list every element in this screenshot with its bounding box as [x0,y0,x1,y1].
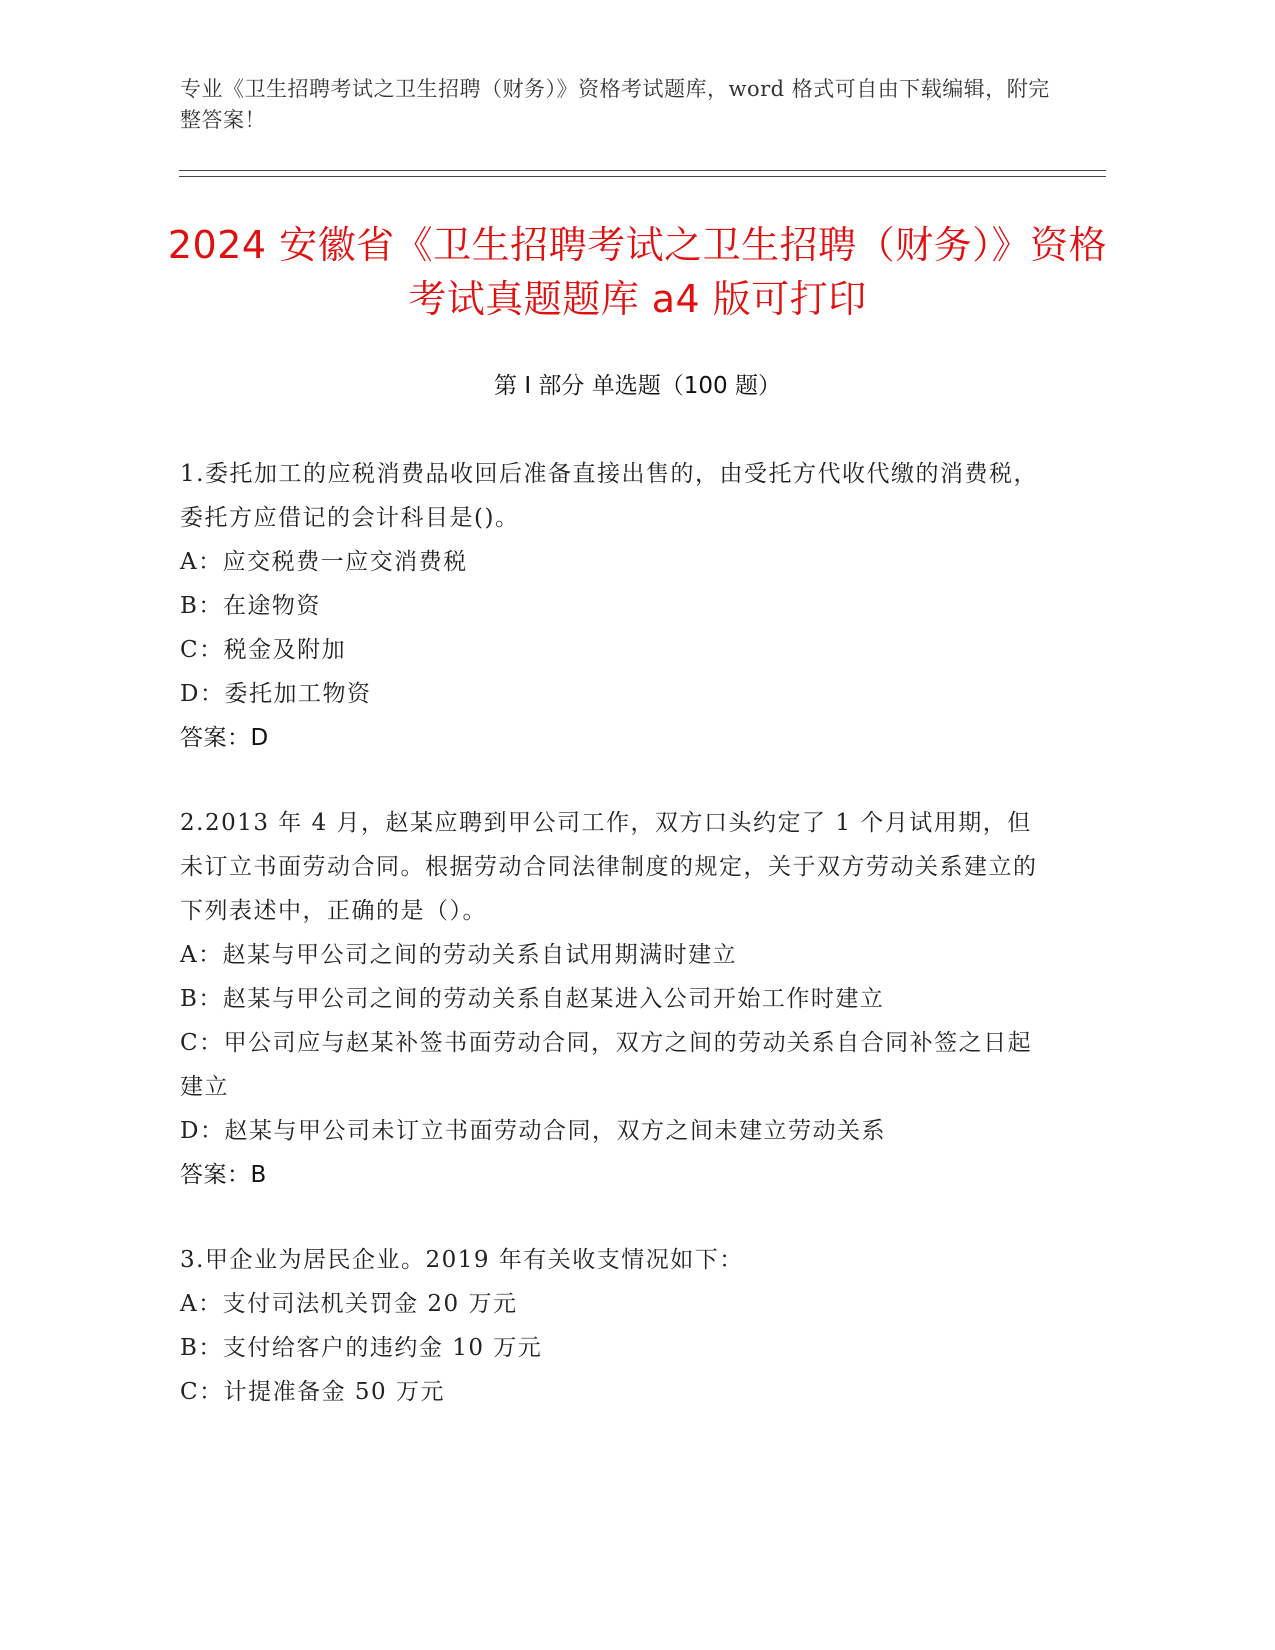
option-a: A：赵某与甲公司之间的劳动关系自试用期满时建立 [180,942,738,968]
option-d: D：赵某与甲公司未订立书面劳动合同，双方之间未建立劳动关系 [180,1118,886,1144]
answer-label: 答案：B [180,1162,267,1188]
question-3 [180,1238,1040,1414]
option-c: C：税金及附加 [180,637,347,663]
question-stem: 2.2013 年 4 月，赵某应聘到甲公司工作，双方口头约定了 1 个月试用期，但未订立书面劳动合同。根据劳动合同法律制度的规定，关于双方劳动关系建立的下列表述中，正确的是（）。 [180,810,1038,924]
answer-label: 答案：D [180,725,269,751]
option-d: D：委托加工物资 [180,681,372,707]
question-1 [180,452,1040,760]
section-title: 第 I 部分 单选题（100 题） [494,373,781,399]
option-c: C：计提准备金 50 万元 [180,1379,445,1405]
header-note: 专业《卫生招聘考试之卫生招聘（财务）》资格考试题库，word 格式可自由下载编辑，附完整答案！ [180,77,1050,132]
question-stem: 3.甲企业为居民企业。2019 年有关收支情况如下： [180,1247,744,1273]
header-divider-bottom [179,176,1106,177]
option-a: A：支付司法机关罚金 20 万元 [180,1291,518,1317]
option-c: C：甲公司应与赵某补签书面劳动合同，双方之间的劳动关系自合同补签之日起建立 [180,1030,1033,1100]
question-stem: 1.委托加工的应税消费品收回后准备直接出售的，由受托方代收代缴的消费税，委托方应借记的会计科目是()。 [180,461,1038,531]
option-a: A：应交税费一应交消费税 [180,549,468,575]
document-title: 2024 安徽省《卫生招聘考试之卫生招聘（财务）》资格考试真题题库 a4 版可打印 [167,223,1108,321]
option-b: B：赵某与甲公司之间的劳动关系自赵某进入公司开始工作时建立 [180,986,885,1012]
option-b: B：支付给客户的违约金 10 万元 [180,1335,543,1361]
header-divider-top [179,170,1106,171]
question-2 [180,801,1040,1197]
option-b: B：在途物资 [180,593,321,619]
